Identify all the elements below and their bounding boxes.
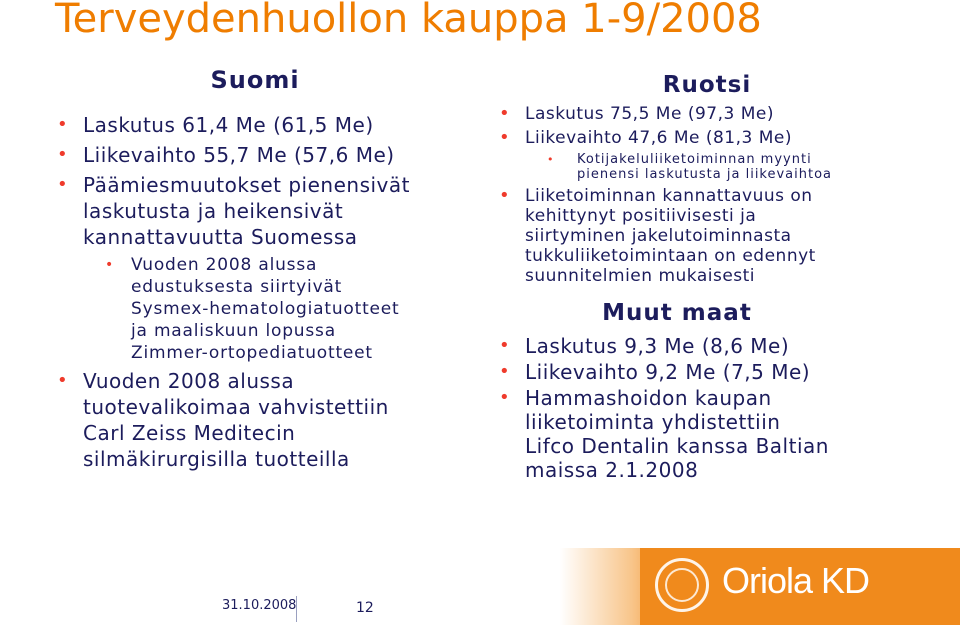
ruotsi-bullets [497, 104, 927, 286]
bullet-icon: • [499, 361, 511, 382]
bullet-icon: • [57, 144, 69, 165]
list-item: • Vuoden 2008 alussa tuotevalikoimaa vahvistettiin Carl Zeiss Meditecin silmäkirurgisilla tuotteilla [57, 369, 389, 471]
footer-date: 31.10.2008 [222, 598, 297, 613]
ruotsi-column [497, 72, 927, 484]
suomi-heading: Suomi [210, 66, 300, 94]
list-item: • Liikevaihto 47,6 Me (81,3 Me) • Kotijakeluliiketoiminnan myynti pienensi laskutusta ja liikevaihtoa [497, 128, 927, 182]
footer-divider [296, 596, 297, 622]
list-item: • Hammashoidon kaupan liiketoiminta yhdistettiin Lifco Dentalin kanssa Baltian maissa 2.1.2008 [499, 386, 829, 482]
bullet-icon: • [105, 257, 115, 273]
suomi-bullets [55, 112, 465, 472]
list-item: • Päämiesmuutokset pienensivät laskutusta ja heikensivät kannattavuutta Suomessa • Vuoden 2008 alussa edustuksesta siirtyivät Sysmex-hematologiatuotteet ja maaliskuun lopussa Zimmer-ortopediatuotteet [55, 172, 465, 364]
bullet-icon: • [499, 387, 511, 408]
list-item: • Liiketoiminnan kannattavuus on kehittynyt positiivisesti ja siirtyminen jakelutoiminnasta tukkuliiketoimintaan on edennyt suunnitelmien mukaisesti [499, 185, 816, 286]
sub-bullets [83, 254, 465, 364]
bullet-icon: • [499, 103, 511, 124]
sub-list-item: • Kotijakeluliiketoiminnan myynti pienensi laskutusta ja liikevaihtoa [547, 152, 833, 182]
suomi-column [55, 66, 465, 476]
bullet-icon: • [499, 185, 511, 206]
bullet-icon: • [547, 153, 555, 166]
oriola-logo [640, 548, 960, 625]
bullet-icon: • [57, 174, 69, 195]
page-number: 12 [356, 600, 374, 616]
ruotsi-heading: Ruotsi [662, 72, 752, 98]
sub-bullets [525, 152, 927, 182]
muut-maat-heading: Muut maat [602, 300, 752, 326]
bullet-icon: • [499, 335, 511, 356]
bullet-icon: • [499, 127, 511, 148]
bullet-icon: • [57, 370, 69, 391]
logo-text: Oriola KD [722, 560, 870, 601]
logo-inner-ring-icon [665, 568, 699, 602]
bullet-icon: • [57, 114, 69, 135]
list-item: • Liikevaihto 9,2 Me (7,5 Me) [499, 360, 811, 384]
list-item: • Laskutus 75,5 Me (97,3 Me) [499, 103, 774, 124]
list-item: • Liikevaihto 55,7 Me (57,6 Me) [57, 143, 395, 167]
slide-title: Terveydenhuollon kauppa 1-9/2008 [55, 0, 762, 42]
sub-list-item: • Vuoden 2008 alussa edustuksesta siirtyivät Sysmex-hematologiatuotteet ja maaliskuun lopussa Zimmer-ortopediatuotteet [105, 255, 400, 363]
list-item: • Laskutus 9,3 Me (8,6 Me) [499, 334, 790, 358]
muut-maat-bullets [497, 334, 927, 482]
list-item: • Laskutus 61,4 Me (61,5 Me) [57, 113, 374, 137]
